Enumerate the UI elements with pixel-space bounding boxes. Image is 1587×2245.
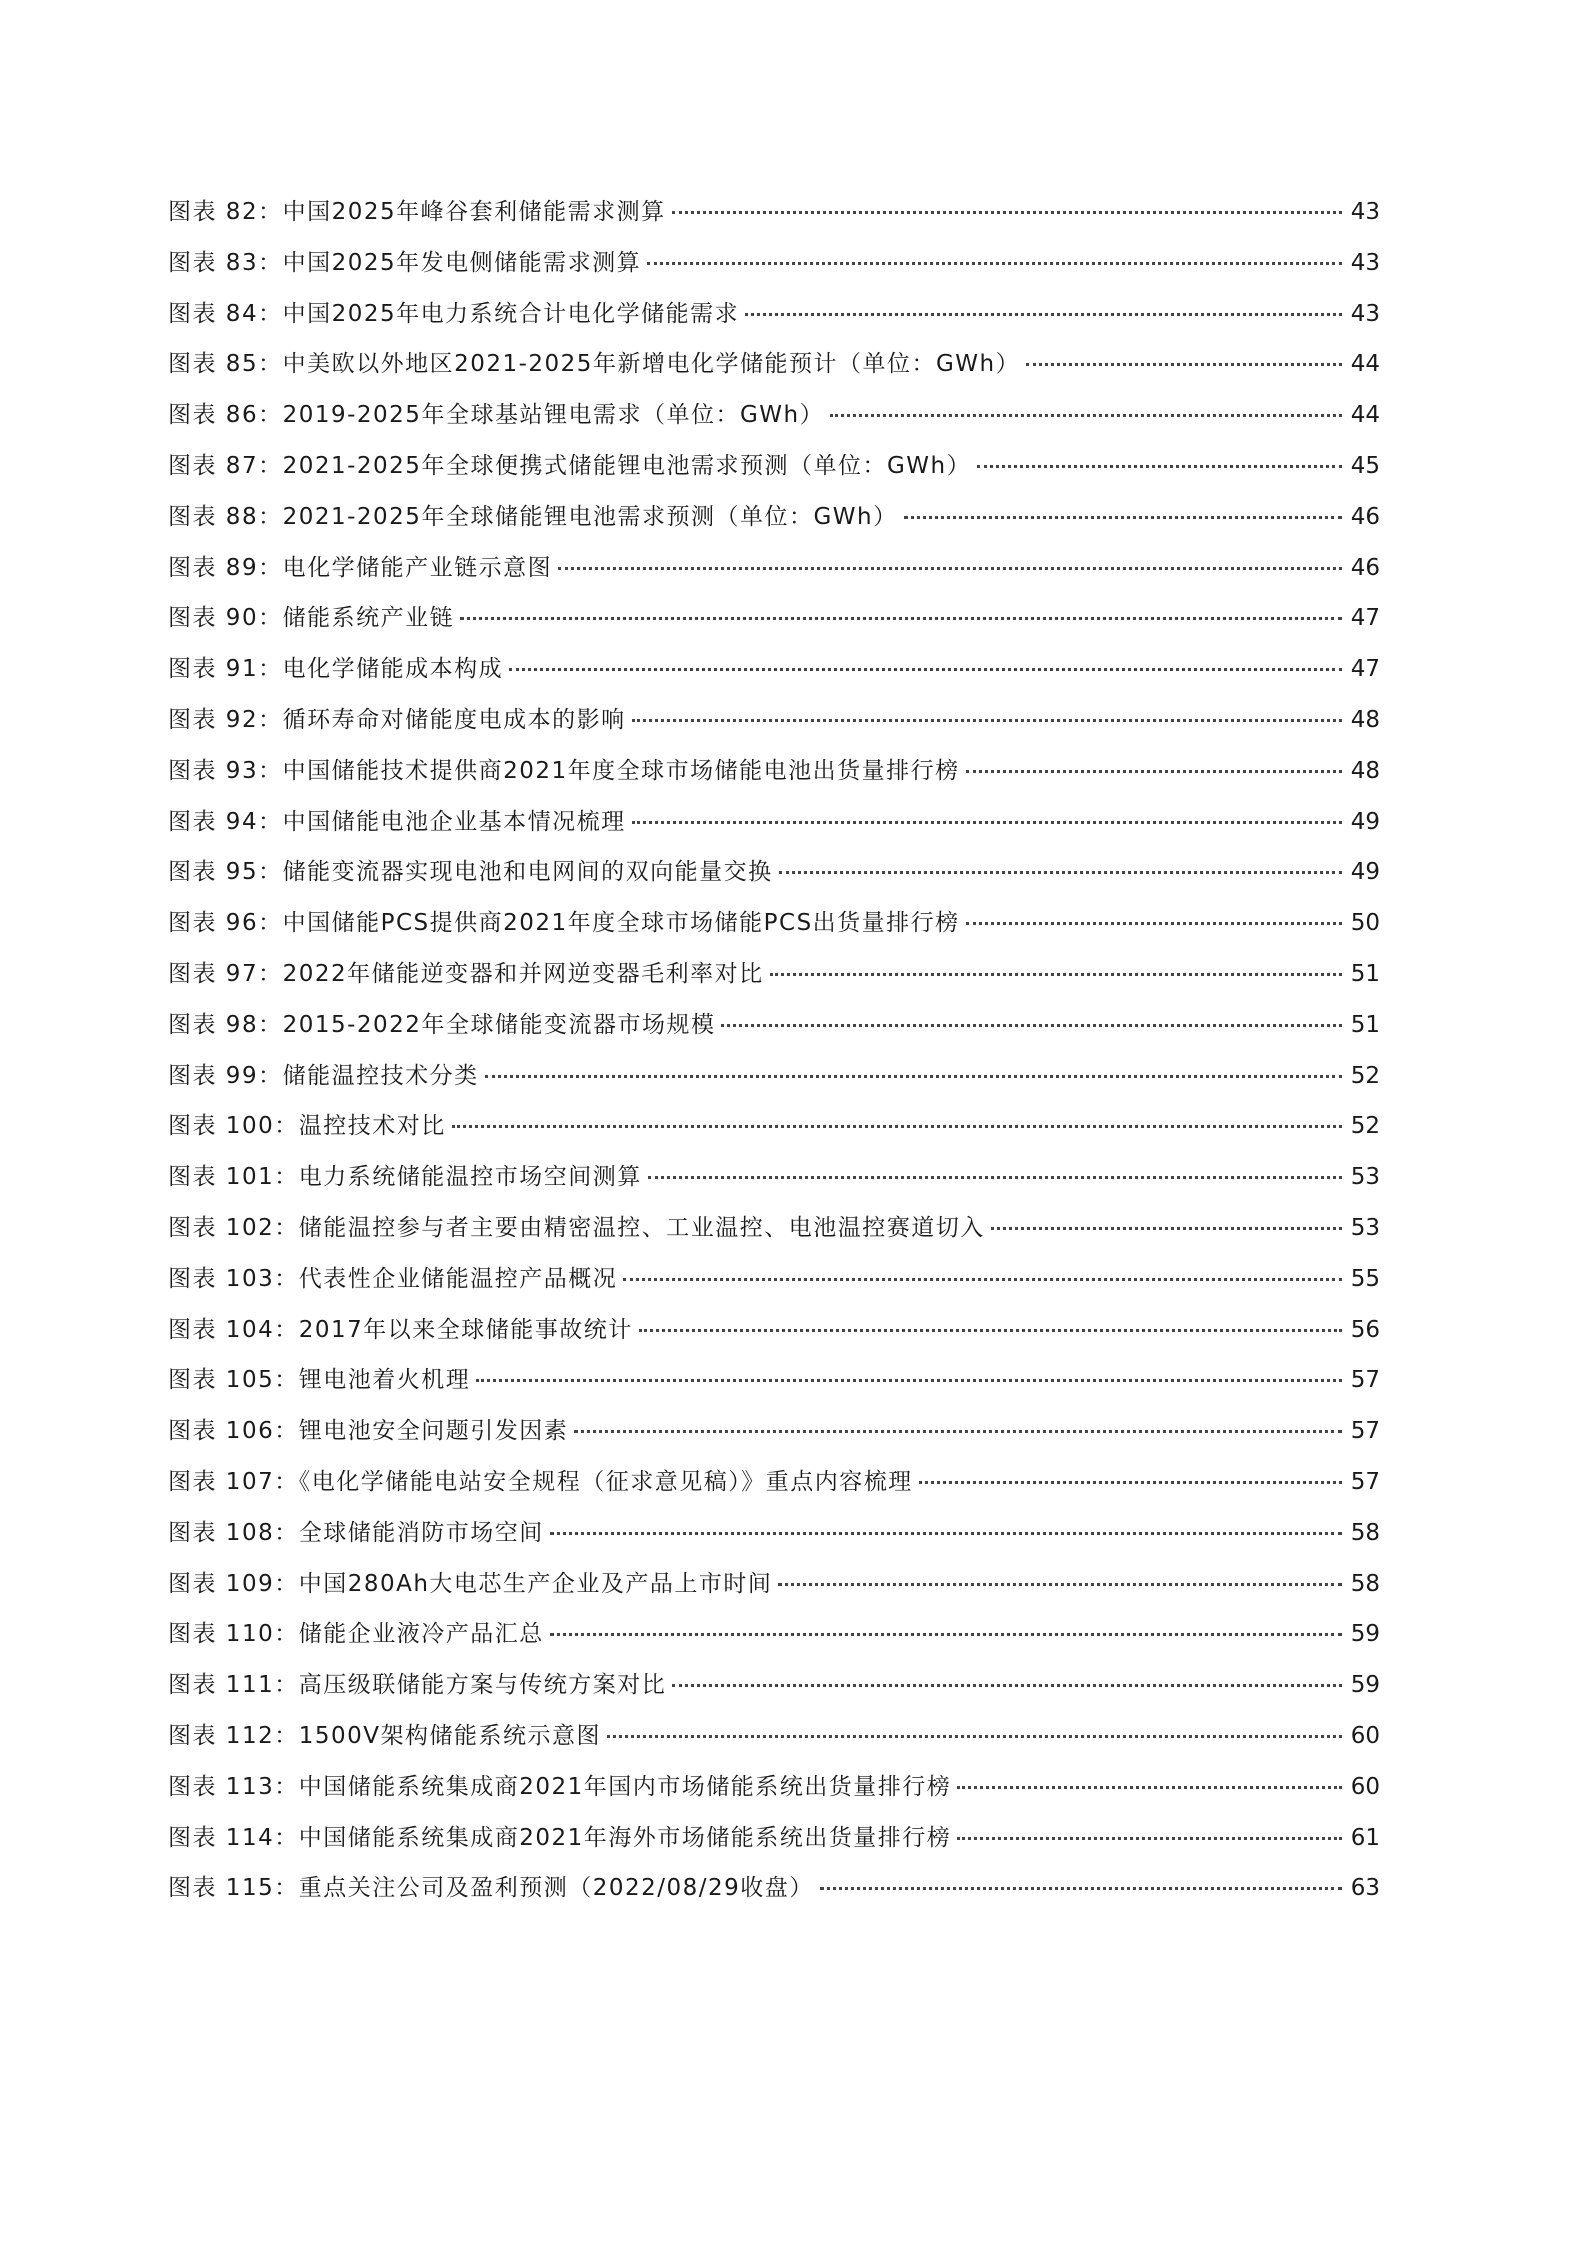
dot-leader xyxy=(830,414,1342,417)
entry-title: 图表 87：2021-2025年全球便携式储能锂电池需求预测（单位：GWh） xyxy=(168,452,972,479)
dot-leader xyxy=(558,567,1342,570)
dot-leader xyxy=(672,1684,1342,1687)
entry-title: 图表 89：电化学储能产业链示意图 xyxy=(168,554,553,581)
entry-page-number: 51 xyxy=(1350,960,1380,987)
toc-entry[interactable] xyxy=(168,299,1380,350)
entry-page-number: 58 xyxy=(1350,1570,1380,1597)
entry-page-number: 58 xyxy=(1350,1519,1380,1546)
entry-title: 图表 83：中国2025年发电侧储能需求测算 xyxy=(168,249,642,276)
dot-leader xyxy=(509,668,1342,671)
dot-leader xyxy=(574,1430,1342,1433)
toc-entry[interactable] xyxy=(168,1619,1380,1670)
toc-entry[interactable] xyxy=(168,705,1380,756)
entry-page-number: 47 xyxy=(1350,656,1380,683)
entry-title: 图表 100：温控技术对比 xyxy=(168,1113,446,1140)
dot-leader xyxy=(966,922,1342,925)
dot-leader xyxy=(966,770,1342,773)
toc-entry[interactable] xyxy=(168,1416,1380,1467)
toc-entry[interactable] xyxy=(168,502,1380,553)
entry-page-number: 48 xyxy=(1350,706,1380,733)
dot-leader xyxy=(991,1227,1342,1230)
dot-leader xyxy=(550,1633,1342,1636)
entry-page-number: 59 xyxy=(1350,1672,1380,1699)
toc-entry[interactable] xyxy=(168,756,1380,807)
dot-leader xyxy=(672,211,1342,214)
entry-page-number: 47 xyxy=(1350,605,1380,632)
figure-list xyxy=(168,197,1380,1924)
toc-entry[interactable] xyxy=(168,1569,1380,1620)
entry-page-number: 43 xyxy=(1350,300,1380,327)
entry-title: 图表 91：电化学储能成本构成 xyxy=(168,656,504,683)
toc-entry[interactable] xyxy=(168,400,1380,451)
entry-title: 图表 94：中国储能电池企业基本情况梳理 xyxy=(168,808,626,835)
entry-title: 图表 102：储能温控参与者主要由精密温控、工业温控、电池温控赛道切入 xyxy=(168,1214,985,1241)
dot-leader xyxy=(648,1176,1342,1179)
entry-page-number: 44 xyxy=(1350,402,1380,429)
toc-entry[interactable] xyxy=(168,1213,1380,1264)
toc-entry[interactable] xyxy=(168,1010,1380,1061)
entry-page-number: 57 xyxy=(1350,1367,1380,1394)
entry-page-number: 52 xyxy=(1350,1113,1380,1140)
entry-page-number: 49 xyxy=(1350,859,1380,886)
toc-entry[interactable] xyxy=(168,349,1380,400)
dot-leader xyxy=(460,617,1342,620)
entry-page-number: 43 xyxy=(1350,199,1380,225)
entry-title: 图表 103：代表性企业储能温控产品概况 xyxy=(168,1265,618,1292)
entry-page-number: 46 xyxy=(1350,503,1380,530)
entry-title: 图表 98：2015-2022年全球储能变流器市场规模 xyxy=(168,1011,716,1038)
toc-entry[interactable] xyxy=(168,1823,1380,1874)
entry-title: 图表 105：锂电池着火机理 xyxy=(168,1367,471,1394)
dot-leader xyxy=(957,1786,1342,1789)
entry-page-number: 48 xyxy=(1350,757,1380,784)
toc-entry[interactable] xyxy=(168,197,1380,248)
toc-entry[interactable] xyxy=(168,1061,1380,1112)
toc-entry[interactable] xyxy=(168,807,1380,858)
dot-leader xyxy=(904,516,1342,519)
entry-title: 图表 96：中国储能PCS提供商2021年度全球市场储能PCS出货量排行榜 xyxy=(168,910,960,937)
entry-title: 图表 114：中国储能系统集成商2021年海外市场储能系统出货量排行榜 xyxy=(168,1824,952,1851)
dot-leader xyxy=(1026,363,1342,366)
entry-page-number: 57 xyxy=(1350,1468,1380,1495)
dot-leader xyxy=(476,1379,1342,1382)
entry-title: 图表 111：高压级联储能方案与传统方案对比 xyxy=(168,1672,667,1699)
toc-entry[interactable] xyxy=(168,1873,1380,1924)
toc-entry[interactable] xyxy=(168,553,1380,604)
toc-entry[interactable] xyxy=(168,1315,1380,1366)
dot-leader xyxy=(721,1024,1342,1027)
toc-entry[interactable] xyxy=(168,1467,1380,1518)
toc-entry[interactable] xyxy=(168,1721,1380,1772)
entry-title: 图表 95：储能变流器实现电池和电网间的双向能量交换 xyxy=(168,859,773,886)
toc-entry[interactable] xyxy=(168,603,1380,654)
dot-leader xyxy=(779,871,1342,874)
entry-page-number: 60 xyxy=(1350,1773,1380,1800)
dot-leader xyxy=(770,973,1342,976)
entry-page-number: 56 xyxy=(1350,1316,1380,1343)
entry-page-number: 60 xyxy=(1350,1722,1380,1749)
toc-entry[interactable] xyxy=(168,1162,1380,1213)
entry-title: 图表 92：循环寿命对储能度电成本的影响 xyxy=(168,706,626,733)
dot-leader xyxy=(607,1735,1342,1738)
dot-leader xyxy=(977,465,1342,468)
dot-leader xyxy=(632,821,1342,824)
dot-leader xyxy=(820,1887,1342,1890)
entry-title: 图表 90：储能系统产业链 xyxy=(168,605,455,632)
entry-title: 图表 84：中国2025年电力系统合计电化学储能需求 xyxy=(168,300,740,327)
toc-entry[interactable] xyxy=(168,1365,1380,1416)
toc-entry[interactable] xyxy=(168,1264,1380,1315)
toc-entry[interactable] xyxy=(168,1111,1380,1162)
entry-title: 图表 82：中国2025年峰谷套利储能需求测算 xyxy=(168,199,666,225)
entry-page-number: 45 xyxy=(1350,452,1380,479)
toc-entry[interactable] xyxy=(168,1772,1380,1823)
entry-title: 图表 113：中国储能系统集成商2021年国内市场储能系统出货量排行榜 xyxy=(168,1773,952,1800)
toc-entry[interactable] xyxy=(168,857,1380,908)
entry-page-number: 61 xyxy=(1350,1824,1380,1851)
entry-title: 图表 107：《电化学储能电站安全规程（征求意见稿）》重点内容梳理 xyxy=(168,1468,913,1495)
toc-entry[interactable] xyxy=(168,1670,1380,1721)
entry-title: 图表 109：中国280Ah大电芯生产企业及产品上市时间 xyxy=(168,1570,773,1597)
entry-title: 图表 97：2022年储能逆变器和并网逆变器毛利率对比 xyxy=(168,960,764,987)
toc-entry[interactable] xyxy=(168,451,1380,502)
entry-title: 图表 99：储能温控技术分类 xyxy=(168,1062,479,1089)
toc-entry[interactable] xyxy=(168,248,1380,299)
entry-page-number: 57 xyxy=(1350,1418,1380,1445)
entry-page-number: 53 xyxy=(1350,1164,1380,1191)
entry-title: 图表 104：2017年以来全球储能事故统计 xyxy=(168,1316,633,1343)
entry-title: 图表 108：全球储能消防市场空间 xyxy=(168,1519,544,1546)
toc-entry[interactable] xyxy=(168,654,1380,705)
entry-title: 图表 110：储能企业液冷产品汇总 xyxy=(168,1621,544,1648)
entry-title: 图表 88：2021-2025年全球储能锂电池需求预测（单位：GWh） xyxy=(168,503,898,530)
entry-page-number: 51 xyxy=(1350,1011,1380,1038)
entry-title: 图表 112：1500V架构储能系统示意图 xyxy=(168,1722,601,1749)
dot-leader xyxy=(647,262,1342,265)
entry-page-number: 52 xyxy=(1350,1062,1380,1089)
entry-page-number: 55 xyxy=(1350,1265,1380,1292)
entry-title: 图表 101：电力系统储能温控市场空间测算 xyxy=(168,1164,642,1191)
entry-title: 图表 85：中美欧以外地区2021-2025年新增电化学储能预计（单位：GWh） xyxy=(168,351,1021,378)
dot-leader xyxy=(957,1837,1342,1840)
entry-title: 图表 115：重点关注公司及盈利预测（2022/08/29收盘） xyxy=(168,1875,814,1902)
entry-page-number: 50 xyxy=(1350,910,1380,937)
dot-leader xyxy=(639,1329,1342,1332)
entry-page-number: 59 xyxy=(1350,1621,1380,1648)
dot-leader xyxy=(550,1532,1342,1535)
entry-page-number: 44 xyxy=(1350,351,1380,378)
entry-page-number: 43 xyxy=(1350,249,1380,276)
dot-leader xyxy=(632,719,1342,722)
entry-page-number: 49 xyxy=(1350,808,1380,835)
entry-title: 图表 93：中国储能技术提供商2021年度全球市场储能电池出货量排行榜 xyxy=(168,757,960,784)
dot-leader xyxy=(623,1278,1342,1281)
entry-title: 图表 86：2019-2025年全球基站锂电需求（单位：GWh） xyxy=(168,402,825,429)
entry-title: 图表 106：锂电池安全问题引发因素 xyxy=(168,1418,569,1445)
dot-leader xyxy=(452,1125,1342,1128)
toc-entry[interactable] xyxy=(168,1518,1380,1569)
dot-leader xyxy=(919,1481,1342,1484)
entry-page-number: 53 xyxy=(1350,1214,1380,1241)
entry-page-number: 63 xyxy=(1350,1875,1380,1902)
toc-entry[interactable] xyxy=(168,908,1380,959)
dot-leader xyxy=(778,1583,1342,1586)
toc-entry[interactable] xyxy=(168,959,1380,1010)
dot-leader xyxy=(745,313,1342,316)
dot-leader xyxy=(485,1075,1342,1078)
entry-page-number: 46 xyxy=(1350,554,1380,581)
